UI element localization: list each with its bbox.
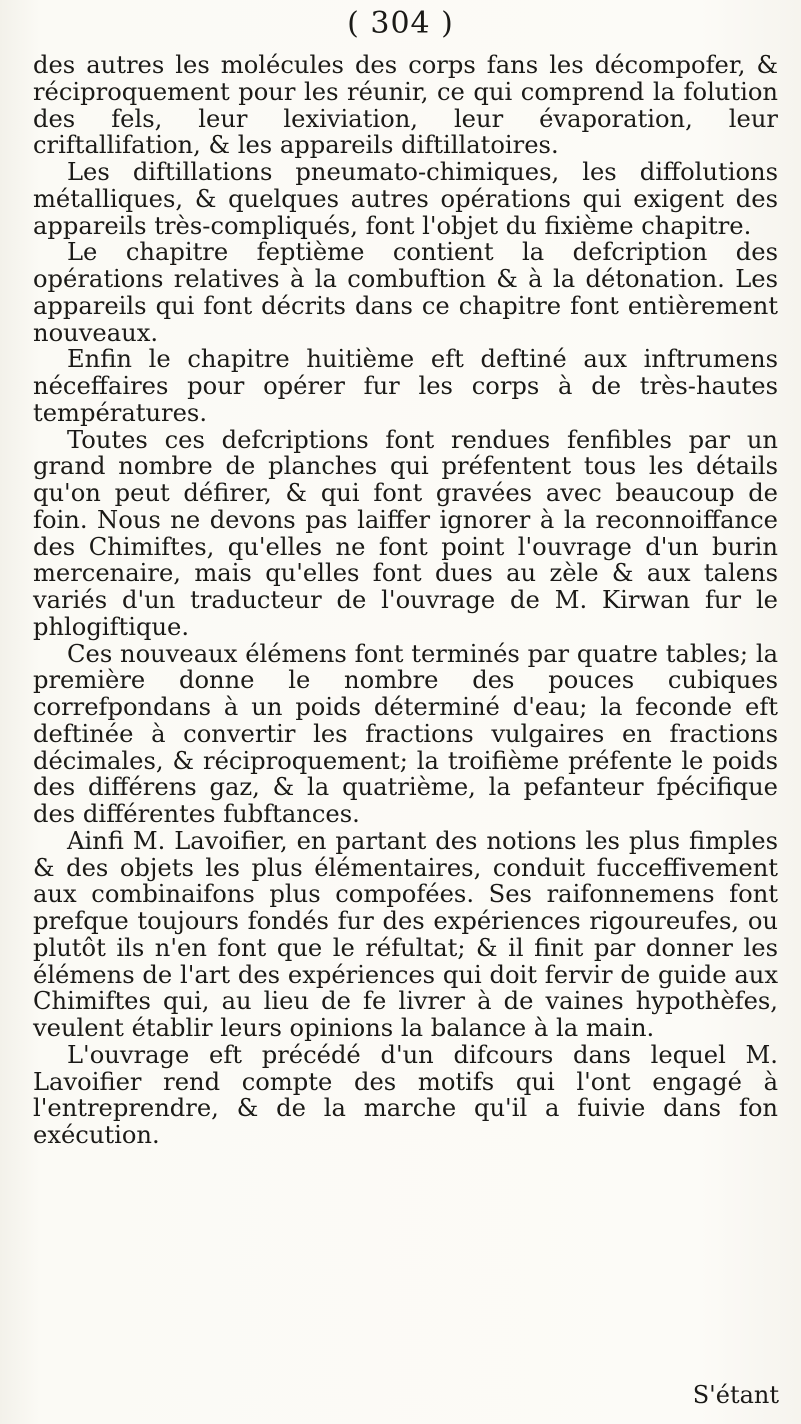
page-number: ( 304 ) (347, 6, 454, 41)
paragraph: Ces nouveaux élémens font terminés par quatre tables; la première donne le nombre des pouces cubiques correfpondans à un poids déterminé d'eau; la feconde eft deftinée à convertir les fractions vulgaires en fractions décimales, & réciproquement; la troifième préfente le poids des différens gaz, & la quatrième, la pefanteur fpécifique des différentes fubftances. (33, 639, 778, 828)
paragraph: Les diftillations pneumato-chimiques, les diffolutions métalliques, & quelques autres opérations qui exigent des appareils très-compliqués, font l'objet du fixième chapitre. (33, 158, 778, 240)
paragraph: L'ouvrage eft précédé d'un difcours dans lequel M. Lavoifier rend compte des motifs qui l'ont engagé à l'entreprendre, & de la marche qu'il a fuivie dans fon exécution. (33, 1040, 778, 1149)
paragraph: Enfin le chapitre huitième eft deftiné aux inftrumens néceffaires pour opérer fur les corps à de très-hautes températures. (33, 345, 778, 427)
paragraph: Ainfi M. Lavoifier, en partant des notions les plus fimples & des objets les plus élémentaires, conduit fucceffivement aux combinaifons plus compofées. Ses raifonnemens font prefque toujours fondés fur des expériences rigoureufes, ou plutôt ils n'en font que le réfultat; & il finit par donner les élémens de l'art des expériences qui doit fervir de guide aux Chimiftes qui, au lieu de fe livrer à de vaines hypothèfes, veulent établir leurs opinions la balance à la main. (33, 826, 778, 1042)
paragraph: Le chapitre feptième contient la defcription des opérations relatives à la combuftion & à la détonation. Les appareils qui font décrits dans ce chapitre font entièrement nouveaux. (33, 238, 778, 347)
body-text (33, 52, 778, 1149)
paragraph: Toutes ces defcriptions font rendues fenfibles par un grand nombre de planches qui préfentent tous les détails qu'on peut défirer, & qui font gravées avec beaucoup de foin. Nous ne devons pas laiffer ignorer à la reconnoiffance des Chimiftes, qu'elles ne font point l'ouvrage d'un burin mercenaire, mais qu'elles font dues au zèle & aux talens variés d'un traducteur de l'ouvrage de M. Kirwan fur le phlogiftique. (33, 425, 778, 641)
catchword: S'étant (692, 1381, 779, 1409)
paragraph: des autres les molécules des corps fans les décompofer, & réciproquement pour les réunir, ce qui comprend la folution des fels, leur lexiviation, leur évaporation, leur criftallifation, & les appareils diftillatoires. (33, 51, 778, 160)
